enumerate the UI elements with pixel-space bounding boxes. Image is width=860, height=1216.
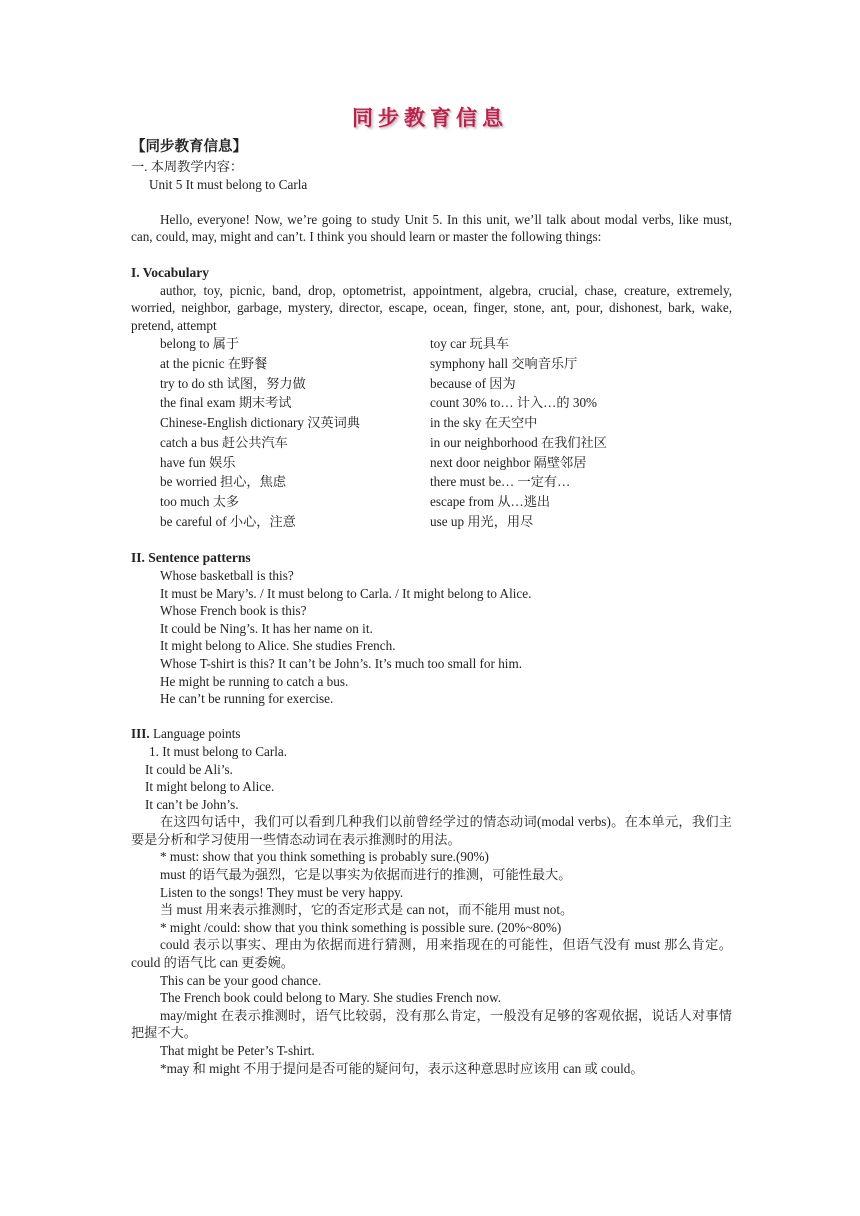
vocabulary-words: author, toy, picnic, band, drop, optometrist, appointment, algebra, crucial, chase, creature, extremely, worried, neighbor, garbage, mystery, director, escape, ocean, finger, stone, ant, pour, dishonest, bark, wake, pretend, attempt (131, 282, 732, 333)
could-example: This can be your good chance. (160, 972, 322, 988)
phrase-item: count 30% to… 计入…的 30% (430, 395, 598, 411)
language-points-label: Language points (149, 726, 241, 742)
phrase-item: use up 用光，用尽 (430, 513, 534, 529)
sentence-item: Whose basketball is this? (160, 567, 294, 583)
phrase-item: Chinese-English dictionary 汉英词典 (160, 415, 360, 431)
could-example: The French book could belong to Mary. She studies French now. (160, 990, 502, 1006)
may-might-description: may/might 在表示推测时，语气比较弱，没有那么肯定，一般没有足够的客观依据，说话人对事情把握不大。 (131, 1007, 732, 1041)
phrase-item: the final exam 期末考试 (160, 395, 292, 411)
phrase-item: belong to 属于 (160, 336, 240, 352)
intro-paragraph: Hello, everyone! Now, we’re going to study Unit 5. In this unit, we’ll talk about modal verbs, like must, can, could, may, might and can’t. I think you should learn or master the following things: (131, 211, 732, 245)
sentence-item: It could be Ning’s. It has her name on it. (160, 620, 373, 636)
explanation-paragraph: 在这四句话中，我们可以看到几种我们以前曾经学过的情态动词(modal verbs)。在本单元，我们主要是分析和学习使用一些情态动词在表示推测时的用法。 (131, 814, 732, 847)
sentence-item: It must be Mary’s. / It must belong to Carla. / It might belong to Alice. (160, 585, 532, 601)
might-example: That might be Peter’s T-shirt. (160, 1043, 315, 1058)
phrase-list (131, 334, 732, 531)
phrase-item: too much 太多 (160, 493, 240, 509)
phrase-item: be worried 担心，焦虑 (160, 474, 286, 490)
phrase-item: there must be… 一定有… (430, 474, 571, 490)
phrase-item: symphony hall 交响音乐厅 (430, 356, 578, 372)
phrase-item: escape from 从…逃出 (430, 493, 551, 509)
phrase-item: toy car 玩具车 (430, 336, 510, 352)
example-sentence: It might belong to Alice. (145, 779, 275, 795)
section-heading: 一. 本周教学内容： (131, 159, 244, 174)
phrase-item: next door neighbor 隔壁邻居 (430, 454, 587, 470)
example-sentence: It can’t be John’s. (145, 796, 239, 812)
sentence-item: Whose T-shirt is this? It can’t be John’s. It’s much too small for him. (160, 655, 523, 671)
must-example: Listen to the songs! They must be very happy. (160, 884, 404, 900)
sentence-item: It might belong to Alice. She studies French. (160, 638, 396, 654)
phrase-item: at the picnic 在野餐 (160, 356, 268, 372)
sentence-item: He can’t be running for exercise. (160, 691, 334, 707)
may-might-note: *may 和 might 不用于提问是否可能的疑问句，表示这种意思时应该用 can 或 could。 (160, 1060, 644, 1076)
phrase-item: try to do sth 试图，努力做 (160, 375, 306, 391)
phrase-item: be careful of 小心，注意 (160, 513, 296, 529)
sentence-item: Whose French book is this? (160, 603, 307, 619)
vocabulary-heading: I. Vocabulary (131, 264, 210, 280)
must-definition: * must: show that you think something is probably sure.(90%) (160, 849, 489, 865)
could-description: could 表示以事实、理由为依据而进行猜测，用来指现在的可能性，但语气没有 must 那么肯定。could 的语气比 can 更委婉。 (131, 937, 732, 971)
phrase-item: have fun 娱乐 (160, 454, 236, 470)
example-sentence: It could be Ali’s. (145, 761, 233, 777)
language-point-item: 1. It must belong to Carla. (149, 743, 288, 759)
must-negative-note: 当 must 用来表示推测时，它的否定形式是 can not，而不能用 must not。 (160, 902, 574, 918)
phrase-item: in the sky 在天空中 (430, 415, 538, 431)
page-title: 【同步教育信息】 (131, 139, 247, 155)
phrase-item: catch a bus 赶公共汽车 (160, 434, 288, 450)
might-could-definition: * might /could: show that you think something is possible sure. (20%~80%) (160, 919, 562, 935)
phrase-item: in our neighborhood 在我们社区 (430, 434, 607, 450)
must-description: must 的语气最为强烈，它是以事实为依据而进行的推测，可能性最大。 (160, 867, 572, 883)
phrase-item: because of 因为 (430, 375, 516, 391)
sentence-item: He might be running to catch a bus. (160, 673, 349, 689)
unit-line: Unit 5 It must belong to Carla (149, 176, 308, 192)
banner-title: 同步教育信息 (352, 105, 508, 130)
sentence-patterns-heading: II. Sentence patterns (131, 549, 251, 565)
document-content (131, 136, 732, 1077)
language-points-heading (131, 725, 732, 743)
language-points-number: III. (131, 726, 150, 742)
